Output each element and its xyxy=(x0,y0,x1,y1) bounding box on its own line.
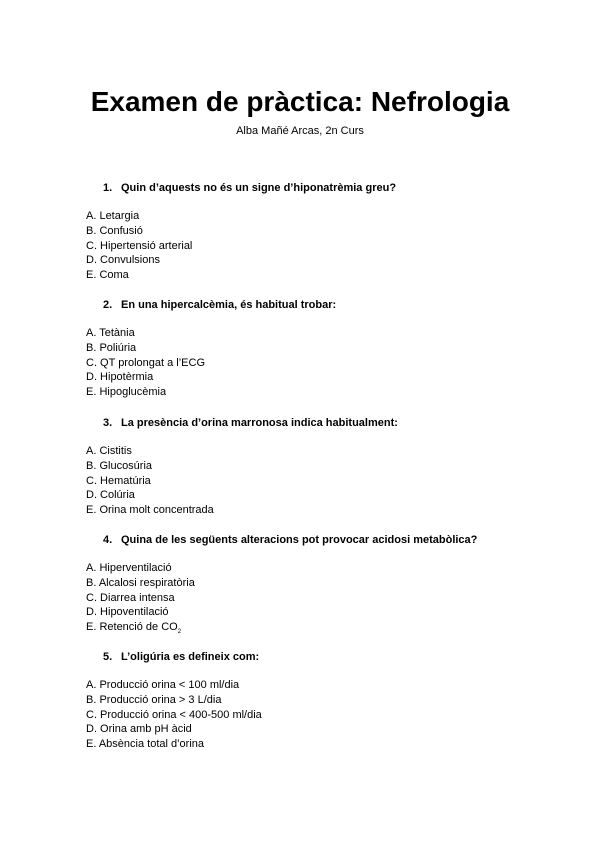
option-a: A. Tetània xyxy=(86,327,135,339)
question-heading xyxy=(103,298,336,312)
question-number: 5. xyxy=(103,651,113,663)
option-b: B. Alcalosi respiratòria xyxy=(86,576,195,589)
option-a: A. Hiperventilació xyxy=(86,562,172,574)
option-c: C. QT prolongat a l’ECG xyxy=(86,356,206,369)
page-title: Examen de pràctica: Nefrologia xyxy=(90,86,510,117)
option-e: E. Absència total d’orina xyxy=(86,738,205,751)
question-text: En una hipercalcèmia, és habitual trobar: xyxy=(121,299,337,311)
option-b: B. Poliúria xyxy=(86,341,137,354)
question-text: Quin d’aquests no és un signe d’hiponatrèmia greu? xyxy=(121,182,397,194)
question-heading xyxy=(103,416,398,430)
option-b: B. Producció orina > 3 L/dia xyxy=(86,693,222,706)
question-heading xyxy=(103,650,259,664)
author-line: Alba Mañé Arcas, 2n Curs xyxy=(236,125,364,137)
question-number: 4. xyxy=(103,534,113,546)
option-a: A. Cistitis xyxy=(86,445,132,457)
option-e xyxy=(86,620,195,640)
option-list xyxy=(86,561,195,640)
option-c: C. Hipertensió arterial xyxy=(86,239,193,252)
question-text: L’oligúria es defineix com: xyxy=(121,651,260,663)
option-e: E. Orina molt concentrada xyxy=(86,504,214,517)
option-list xyxy=(86,444,214,518)
option-d: D. Colúria xyxy=(86,489,135,502)
option-a: A. Producció orina < 100 ml/dia xyxy=(86,679,240,691)
option-d: D. Hipotèrmia xyxy=(86,371,154,384)
question-number: 3. xyxy=(103,417,113,429)
option-c: C. Hematúria xyxy=(86,474,151,487)
option-d: D. Convulsions xyxy=(86,254,160,267)
option-list xyxy=(86,209,192,283)
option-b: B. Confusió xyxy=(86,224,143,237)
option-c: C. Diarrea intensa xyxy=(86,591,175,604)
option-a: A. Letargia xyxy=(86,210,140,222)
option-d: D. Orina amb pH àcid xyxy=(86,723,192,736)
subscript-two: 2 xyxy=(177,629,182,636)
question-text: La presència d’orina marronosa indica habitualment: xyxy=(121,417,398,429)
option-e: E. Hipoglucèmia xyxy=(86,386,167,399)
option-e-text: E. Retenció de CO xyxy=(86,621,178,634)
question-heading xyxy=(103,533,477,547)
option-b: B. Glucosúria xyxy=(86,459,153,472)
option-d: D. Hipoventilació xyxy=(86,606,169,619)
question-number: 2. xyxy=(103,299,113,311)
option-e: E. Coma xyxy=(86,269,129,282)
option-c: C. Producció orina < 400-500 ml/dia xyxy=(86,708,262,721)
option-list xyxy=(86,678,262,752)
question-heading xyxy=(103,181,396,195)
question-number: 1. xyxy=(103,182,113,194)
question-text: Quina de les següents alteracions pot provocar acidosi metabòlica? xyxy=(121,534,478,546)
option-list xyxy=(86,326,205,400)
